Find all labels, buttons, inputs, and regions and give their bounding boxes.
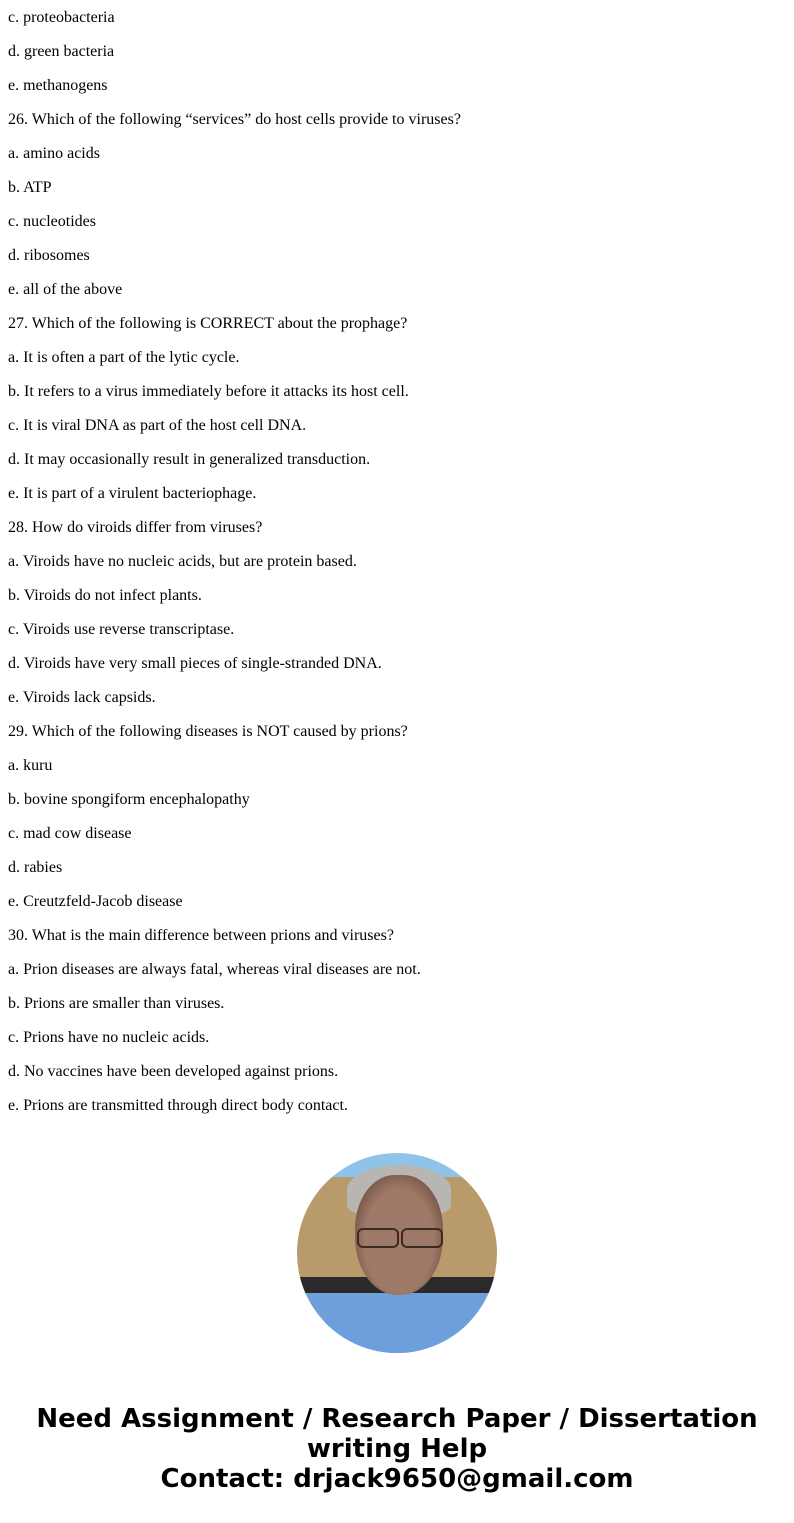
contact-footer — [0, 1404, 794, 1494]
answer-option: c. It is viral DNA as part of the host cell DNA. — [8, 417, 307, 434]
answer-option: c. Prions have no nucleic acids. — [8, 1029, 210, 1046]
answer-option: d. rabies — [8, 859, 63, 876]
answer-option: d. green bacteria — [8, 43, 115, 60]
answer-option: d. No vaccines have been developed against prions. — [8, 1063, 339, 1080]
answer-option: e. methanogens — [8, 77, 108, 94]
question-text: 30. What is the main difference between prions and viruses? — [8, 927, 394, 944]
answer-option: c. Viroids use reverse transcriptase. — [8, 621, 235, 638]
avatar-glasses — [355, 1228, 443, 1246]
answer-option: b. It refers to a virus immediately before it attacks its host cell. — [8, 383, 409, 400]
avatar-shirt — [317, 1303, 477, 1353]
answer-option: b. Prions are smaller than viruses. — [8, 995, 225, 1012]
answer-option: d. It may occasionally result in generalized transduction. — [8, 451, 371, 468]
answer-option: d. Viroids have very small pieces of single-stranded DNA. — [8, 655, 382, 672]
answer-option: d. ribosomes — [8, 247, 90, 264]
answer-option: e. all of the above — [8, 281, 123, 298]
answer-option: c. nucleotides — [8, 213, 96, 230]
answer-option: c. mad cow disease — [8, 825, 132, 842]
answer-option: a. amino acids — [8, 145, 100, 162]
question-text: 27. Which of the following is CORRECT about the prophage? — [8, 315, 408, 332]
answer-option: a. Viroids have no nucleic acids, but are protein based. — [8, 553, 357, 570]
author-avatar — [297, 1153, 497, 1353]
answer-option: a. Prion diseases are always fatal, whereas viral diseases are not. — [8, 961, 421, 978]
answer-option: e. Viroids lack capsids. — [8, 689, 156, 706]
question-list — [8, 9, 786, 1131]
answer-option: b. Viroids do not infect plants. — [8, 587, 202, 604]
question-text: 28. How do viroids differ from viruses? — [8, 519, 263, 536]
footer-help-text: Need Assignment / Research Paper / Dissertation writing Help — [36, 1404, 758, 1464]
answer-option: b. ATP — [8, 179, 52, 196]
question-text: 29. Which of the following diseases is NOT caused by prions? — [8, 723, 408, 740]
answer-option: c. proteobacteria — [8, 9, 115, 26]
footer-contact-email: Contact: drjack9650@gmail.com — [160, 1464, 634, 1494]
answer-option: e. Prions are transmitted through direct body contact. — [8, 1097, 348, 1114]
answer-option: a. It is often a part of the lytic cycle. — [8, 349, 240, 366]
answer-option: e. It is part of a virulent bacteriophage. — [8, 485, 257, 502]
question-text: 26. Which of the following “services” do host cells provide to viruses? — [8, 111, 461, 128]
answer-option: b. bovine spongiform encephalopathy — [8, 791, 250, 808]
answer-option: a. kuru — [8, 757, 53, 774]
answer-option: e. Creutzfeld-Jacob disease — [8, 893, 183, 910]
